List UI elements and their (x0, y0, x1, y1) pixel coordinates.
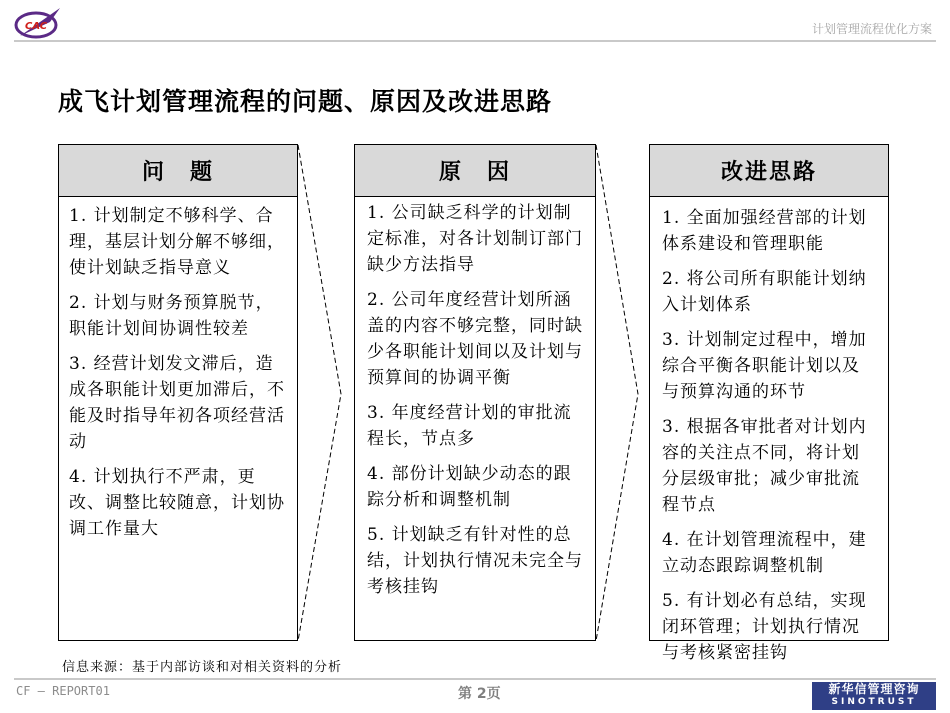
brand-name-cn: 新华信管理咨询 (828, 682, 920, 696)
brand-name-en: SINOTRUST (831, 697, 917, 707)
improvement-ideas-panel (649, 144, 889, 663)
logo-text: CAC (25, 21, 48, 32)
cause-item: 1. 公司缺乏科学的计划制定标准，对各计划制订部门缺少方法指导 (367, 203, 583, 275)
idea-item: 2. 将公司所有职能计划纳入计划体系 (662, 269, 867, 315)
idea-item: 3. 计划制定过程中，增加综合平衡各职能计划以及与预算沟通的环节 (662, 330, 867, 402)
improvement-ideas-list (650, 197, 888, 666)
idea-item: 1. 全面加强经营部的计划体系建设和管理职能 (662, 208, 867, 254)
connector-problems-to-causes (298, 145, 341, 641)
document-header-title: 计划管理流程优化方案 (811, 22, 932, 36)
cause-item: 5. 计划缺乏有针对性的总结，计划执行情况未完全与考核挂钩 (367, 525, 583, 597)
source-note: 信息来源：基于内部访谈和对相关资料的分析 (62, 660, 343, 675)
causes-heading: 原 因 (355, 145, 595, 197)
report-id: CF — REPORT01 (16, 684, 110, 698)
company-logo (14, 6, 64, 40)
cause-item: 3. 年度经营计划的审批流程长，节点多 (367, 403, 572, 449)
problems-panel (58, 144, 298, 641)
cause-item: 2. 公司年度经营计划所涵盖的内容不够完整，同时缺少各职能计划间以及计划与预算间的协调平衡 (367, 290, 583, 388)
header-divider (14, 40, 936, 42)
problems-list (59, 197, 297, 542)
consultancy-brand-logo (812, 682, 936, 710)
footer-divider (14, 678, 936, 680)
problems-heading: 问 题 (59, 145, 297, 197)
idea-item: 5. 有计划必有总结，实现闭环管理；计划执行情况与考核紧密挂钩 (662, 591, 867, 663)
problem-item: 2. 计划与财务预算脱节，职能计划间协调性较差 (69, 293, 274, 339)
idea-item: 3. 根据各审批者对计划内容的关注点不同，将计划分层级审批；减少审批流程节点 (662, 417, 867, 515)
page-title: 成飞计划管理流程的问题、原因及改进思路 (58, 87, 553, 116)
page-number: 第 2页 (458, 686, 501, 702)
problem-item: 3. 经营计划发文滞后，造成各职能计划更加滞后，不能及时指导年初各项经营活动 (69, 354, 285, 452)
problem-item: 1. 计划制定不够科学、合理，基层计划分解不够细，使计划缺乏指导意义 (69, 206, 285, 278)
idea-item: 4. 在计划管理流程中，建立动态跟踪调整机制 (662, 530, 867, 576)
cause-item: 4. 部份计划缺少动态的跟踪分析和调整机制 (367, 464, 572, 510)
connector-causes-to-ideas (596, 145, 638, 641)
causes-list (355, 197, 595, 600)
problem-item: 4. 计划执行不严肃，更改、调整比较随意，计划协调工作量大 (69, 467, 285, 539)
improvement-ideas-heading: 改进思路 (650, 145, 888, 197)
causes-panel (354, 144, 596, 641)
